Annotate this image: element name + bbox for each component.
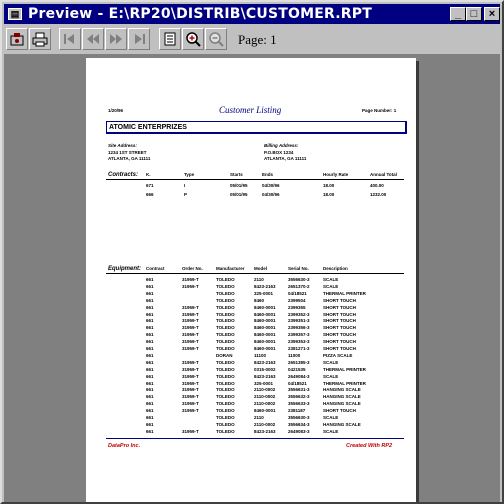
equipment-cell: SCALE bbox=[323, 373, 339, 379]
contract-header-k: K. bbox=[146, 172, 151, 177]
equipment-cell: 2381187 bbox=[288, 408, 306, 414]
equipment-cell: TOLEDO bbox=[216, 283, 235, 289]
contract-cell: 671 bbox=[146, 183, 154, 188]
equipment-cell: 31959-T bbox=[182, 346, 199, 351]
equipment-cell: 8460-0001 bbox=[254, 325, 276, 331]
equipment-header-model: Model bbox=[254, 266, 267, 271]
contract-cell: 05/01/95 bbox=[230, 183, 248, 188]
equipment-cell: 325-0001 bbox=[254, 290, 274, 296]
equipment-cell: 661 bbox=[146, 415, 154, 420]
equipment-cell: HANGING SCALE bbox=[323, 387, 361, 393]
equipment-cell: PIZZA SCALE bbox=[323, 352, 353, 358]
equipment-cell: SHORT TOUCH bbox=[323, 325, 356, 331]
equipment-cell: 8423-2163 bbox=[254, 428, 276, 434]
equipment-cell: 31959-T bbox=[182, 373, 199, 379]
equipment-cell: SHORT TOUCH bbox=[323, 297, 356, 303]
equipment-cell: SHORT TOUCH bbox=[323, 318, 356, 324]
contracts-rule bbox=[106, 179, 404, 180]
preview-area[interactable] bbox=[4, 54, 500, 502]
equipment-cell: 2399357-3 bbox=[288, 332, 310, 338]
report-title: Customer Listing bbox=[219, 105, 282, 115]
equipment-cell: 2649084-3 bbox=[288, 373, 310, 379]
contract-cell: 18.00 bbox=[323, 192, 335, 197]
equipment-label: Equipment: bbox=[108, 266, 141, 272]
contract-header-hourly-rate: Hourly Rate bbox=[323, 172, 349, 177]
equipment-cell: 31959-T bbox=[182, 283, 199, 289]
equipment-cell: TOLEDO bbox=[216, 359, 235, 365]
equipment-cell: SHORT TOUCH bbox=[323, 311, 356, 317]
last-page-icon bbox=[131, 31, 147, 47]
contract-cell: 18.00 bbox=[323, 183, 335, 188]
window-title: Preview - E:\RP20\DISTRIB\CUSTOMER.RPT bbox=[28, 6, 372, 22]
footer-company: DataPro Inc. bbox=[108, 443, 141, 449]
zoom-out-button[interactable] bbox=[205, 28, 227, 50]
report-date: 1/20/96 bbox=[108, 108, 124, 113]
equipment-cell: 2110-0002 bbox=[254, 421, 276, 427]
app-icon[interactable]: ▤ bbox=[8, 8, 22, 20]
equipment-cell: TOLEDO bbox=[216, 318, 235, 324]
equipment-cell: 325-0001 bbox=[254, 380, 274, 386]
equipment-cell: 31959-T bbox=[182, 318, 199, 324]
contract-cell: P bbox=[184, 192, 188, 197]
equipment-cell: 31959-T bbox=[182, 311, 199, 317]
equipment-cell: 661 bbox=[146, 277, 154, 282]
equipment-header-serial-no: Serial No. bbox=[288, 266, 309, 271]
equipment-cell: TOLEDO bbox=[216, 339, 235, 345]
equipment-cell: 2110 bbox=[254, 415, 264, 420]
equipment-cell: TOLEDO bbox=[216, 332, 235, 338]
equipment-cell: 31959-T bbox=[182, 387, 199, 393]
toolbar bbox=[4, 26, 500, 52]
maximize-button[interactable]: □ bbox=[466, 7, 482, 21]
equipment-cell: TOLEDO bbox=[216, 408, 235, 414]
print-button[interactable] bbox=[29, 28, 51, 50]
exit-icon bbox=[9, 31, 25, 47]
first-page-icon bbox=[62, 31, 78, 47]
next-page-button[interactable] bbox=[105, 28, 127, 50]
site-address-line-1: 1234 1ST STREET bbox=[108, 150, 147, 155]
equipment-cell: 31959-T bbox=[182, 380, 199, 386]
equipment-cell: 661 bbox=[146, 339, 154, 345]
equipment-header-order-no: Order No. bbox=[182, 266, 203, 271]
equipment-cell: 31959-T bbox=[182, 304, 199, 310]
contract-cell: 05/01/95 bbox=[230, 192, 248, 197]
equipment-cell: 31959-T bbox=[182, 394, 199, 400]
equipment-cell: 04/18521 bbox=[288, 290, 307, 296]
equipment-cell: 661 bbox=[146, 359, 154, 365]
equipment-cell: 31959-T bbox=[182, 401, 199, 407]
equipment-rule bbox=[106, 273, 404, 274]
document-icon bbox=[162, 31, 178, 47]
equipment-cell: TOLEDO bbox=[216, 387, 235, 393]
equipment-cell: 3556632-3 bbox=[288, 394, 310, 400]
equipment-cell: 661 bbox=[146, 325, 154, 331]
equipment-cell: 8460-0001 bbox=[254, 408, 276, 414]
billing-address-label: Billing Address: bbox=[264, 143, 299, 148]
equipment-cell: 8460 bbox=[254, 297, 265, 303]
report-page-number: Page Number: 1 bbox=[362, 108, 397, 113]
title-bar[interactable] bbox=[4, 4, 500, 24]
equipment-cell: 661 bbox=[146, 283, 154, 289]
equipment-cell: HANGING SCALE bbox=[323, 401, 361, 407]
equipment-cell: SCALE bbox=[323, 277, 339, 282]
equipment-cell: 2399351-3 bbox=[288, 318, 310, 324]
equipment-cell: 2110-0002 bbox=[254, 401, 276, 407]
equipment-cell: 2649083-3 bbox=[288, 428, 310, 434]
first-page-button[interactable] bbox=[59, 28, 81, 50]
equipment-cell: TOLEDO bbox=[216, 290, 235, 296]
contract-cell: 04/30/96 bbox=[262, 183, 280, 188]
equipment-header-contract: Contract bbox=[146, 266, 165, 271]
equipment-cell: 661 bbox=[146, 297, 154, 303]
equipment-cell: 8423-2163 bbox=[254, 283, 276, 289]
printer-icon bbox=[32, 31, 48, 47]
equipment-cell: SCALE bbox=[323, 283, 339, 289]
equipment-cell: 3556631-3 bbox=[288, 387, 310, 393]
contract-cell: 666 bbox=[146, 192, 154, 197]
equipment-cell: 8460-0001 bbox=[254, 339, 276, 345]
equipment-cell: SCALE bbox=[323, 415, 339, 420]
equipment-cell: HANGING SCALE bbox=[323, 394, 361, 400]
contract-cell: 1232.00 bbox=[370, 192, 387, 197]
equipment-cell: 3556630-3 bbox=[288, 277, 310, 282]
equipment-row bbox=[86, 429, 416, 437]
footer-credit: Created With RP2 bbox=[346, 443, 393, 449]
contract-row bbox=[86, 183, 416, 191]
contract-header-starts: Starts bbox=[230, 172, 243, 177]
equipment-cell: SHORT TOUCH bbox=[323, 339, 356, 345]
equipment-cell: 2110-0002 bbox=[254, 387, 276, 393]
equipment-cell: 8460-0001 bbox=[254, 346, 276, 351]
equipment-cell: HANGING SCALE bbox=[323, 421, 361, 427]
equipment-cell: 2399356-3 bbox=[288, 325, 310, 331]
next-page-icon bbox=[108, 31, 124, 47]
contract-cell: 400.00 bbox=[370, 183, 384, 188]
equipment-cell: THERMAL PRINTER bbox=[323, 290, 366, 296]
equipment-cell: 661 bbox=[146, 346, 154, 351]
equipment-cell: 31959-T bbox=[182, 339, 199, 345]
equipment-cell: 661 bbox=[146, 421, 154, 427]
last-page-button[interactable] bbox=[128, 28, 150, 50]
equipment-cell: TOLEDO bbox=[216, 297, 235, 303]
equipment-cell: TOLEDO bbox=[216, 380, 235, 386]
equipment-cell: TOLEDO bbox=[216, 421, 235, 427]
equipment-cell: TOLEDO bbox=[216, 366, 235, 372]
equipment-cell: 661 bbox=[146, 290, 154, 296]
equipment-cell: SCALE bbox=[323, 359, 339, 365]
equipment-cell: 2651370-2 bbox=[288, 283, 310, 289]
zoom-out-icon bbox=[208, 31, 224, 47]
equipment-cell: 8460-0001 bbox=[254, 318, 276, 324]
equipment-cell: SHORT TOUCH bbox=[323, 304, 356, 310]
equipment-cell: 3556630-3 bbox=[288, 415, 310, 420]
equipment-cell: 2110-0002 bbox=[254, 394, 276, 400]
equipment-cell: THERMAL PRINTER bbox=[323, 380, 366, 386]
equipment-cell: DORAN bbox=[216, 352, 233, 358]
equipment-cell: 2399504 bbox=[288, 297, 306, 303]
equipment-cell: 661 bbox=[146, 352, 154, 358]
equipment-cell: 8460-0001 bbox=[254, 304, 276, 310]
equipment-cell: 31959-T bbox=[182, 277, 199, 282]
equipment-cell: 31959-T bbox=[182, 366, 199, 372]
equipment-cell: 661 bbox=[146, 387, 154, 393]
equipment-cell: 2399352-3 bbox=[288, 311, 310, 317]
equipment-cell: 661 bbox=[146, 380, 154, 386]
equipment-cell: 2110 bbox=[254, 277, 264, 282]
report-page bbox=[86, 58, 416, 502]
equipment-cell: TOLEDO bbox=[216, 373, 235, 379]
equipment-cell: 661 bbox=[146, 373, 154, 379]
equipment-cell: 661 bbox=[146, 394, 154, 400]
site-address-line-2: ATLANTA, GA 11111 bbox=[108, 156, 151, 161]
equipment-cell: THERMAL PRINTER bbox=[323, 366, 366, 372]
equipment-cell: 04/18521 bbox=[288, 380, 307, 386]
equipment-cell: 3556634-3 bbox=[288, 421, 310, 427]
site-address-label: Site Address: bbox=[108, 143, 137, 148]
equipment-cell: 31959-T bbox=[182, 428, 199, 434]
equipment-cell: 661 bbox=[146, 428, 154, 434]
equipment-cell: SHORT TOUCH bbox=[323, 332, 356, 338]
equipment-cell: 0315-0002 bbox=[254, 366, 276, 372]
equipment-cell: 31959-T bbox=[182, 325, 199, 331]
equipment-cell: 2381271-3 bbox=[288, 346, 310, 351]
minimize-button[interactable]: _ bbox=[450, 7, 466, 21]
billing-address-line-2: ATLANTA, GA 11111 bbox=[264, 156, 307, 161]
equipment-cell: 2399353-3 bbox=[288, 339, 310, 345]
equipment-cell: 8460-0001 bbox=[254, 332, 276, 338]
footer-rule bbox=[106, 438, 404, 439]
equipment-cell: SHORT TOUCH bbox=[323, 408, 356, 414]
previous-page-button[interactable] bbox=[82, 28, 104, 50]
equipment-cell: SHORT TOUCH bbox=[323, 346, 356, 351]
zoom-in-button[interactable] bbox=[182, 28, 204, 50]
equipment-cell: 31959-T bbox=[182, 332, 199, 338]
contracts-label: Contracts: bbox=[108, 172, 139, 178]
equipment-cell: SCALE bbox=[323, 428, 339, 434]
equipment-cell: TOLEDO bbox=[216, 428, 235, 434]
equipment-cell: 661 bbox=[146, 366, 154, 372]
equipment-cell: 661 bbox=[146, 311, 154, 317]
previous-page-icon bbox=[85, 31, 101, 47]
contract-cell: 04/30/96 bbox=[262, 192, 280, 197]
equipment-cell: TOLEDO bbox=[216, 325, 235, 331]
equipment-cell: 3556633-3 bbox=[288, 401, 310, 407]
equipment-cell: 2399355 bbox=[288, 304, 306, 310]
equipment-cell: 661 bbox=[146, 332, 154, 338]
equipment-cell: TOLEDO bbox=[216, 394, 235, 400]
contract-header-annual-total: Annual Total bbox=[370, 172, 397, 177]
page-indicator: Page: 1 bbox=[238, 32, 277, 47]
equipment-cell: 8460-0001 bbox=[254, 311, 276, 317]
equipment-cell: 11000 bbox=[288, 352, 301, 358]
zoom-in-icon bbox=[185, 31, 201, 47]
equipment-cell: 661 bbox=[146, 318, 154, 324]
equipment-cell: TOLEDO bbox=[216, 277, 235, 282]
equipment-cell: 661 bbox=[146, 304, 154, 310]
equipment-cell: 661 bbox=[146, 401, 154, 407]
equipment-cell: 8423-2163 bbox=[254, 373, 276, 379]
equipment-cell: 0421535 bbox=[288, 366, 306, 372]
close-button[interactable]: × bbox=[484, 7, 500, 21]
contract-header-type: Type bbox=[184, 172, 195, 177]
equipment-cell: TOLEDO bbox=[216, 311, 235, 317]
contract-row bbox=[86, 192, 416, 200]
contract-header-ends: Ends bbox=[262, 172, 274, 177]
equipment-header-manufacturer: Manufacturer bbox=[216, 266, 245, 271]
equipment-cell: TOLEDO bbox=[216, 401, 235, 407]
exit-button[interactable] bbox=[6, 28, 28, 50]
billing-address-line-1: P.O.BOX 1234 bbox=[264, 150, 294, 155]
equipment-cell: TOLEDO bbox=[216, 304, 235, 310]
equipment-cell: 31959-T bbox=[182, 408, 199, 414]
equipment-header-description: Description bbox=[323, 266, 348, 271]
equipment-cell: 31959-T bbox=[182, 359, 199, 365]
equipment-cell: TOLEDO bbox=[216, 346, 235, 351]
contract-cell: I bbox=[184, 183, 186, 188]
equipment-cell: TOLEDO bbox=[216, 415, 235, 420]
equipment-cell: 2651385-3 bbox=[288, 359, 310, 365]
company-box bbox=[106, 121, 407, 134]
page-setup-button[interactable] bbox=[159, 28, 181, 50]
equipment-cell: 661 bbox=[146, 408, 154, 414]
equipment-cell: 11100 bbox=[254, 352, 267, 358]
company-name: ATOMIC ENTERPRIZES bbox=[109, 124, 187, 131]
equipment-cell: 8423-2163 bbox=[254, 359, 276, 365]
